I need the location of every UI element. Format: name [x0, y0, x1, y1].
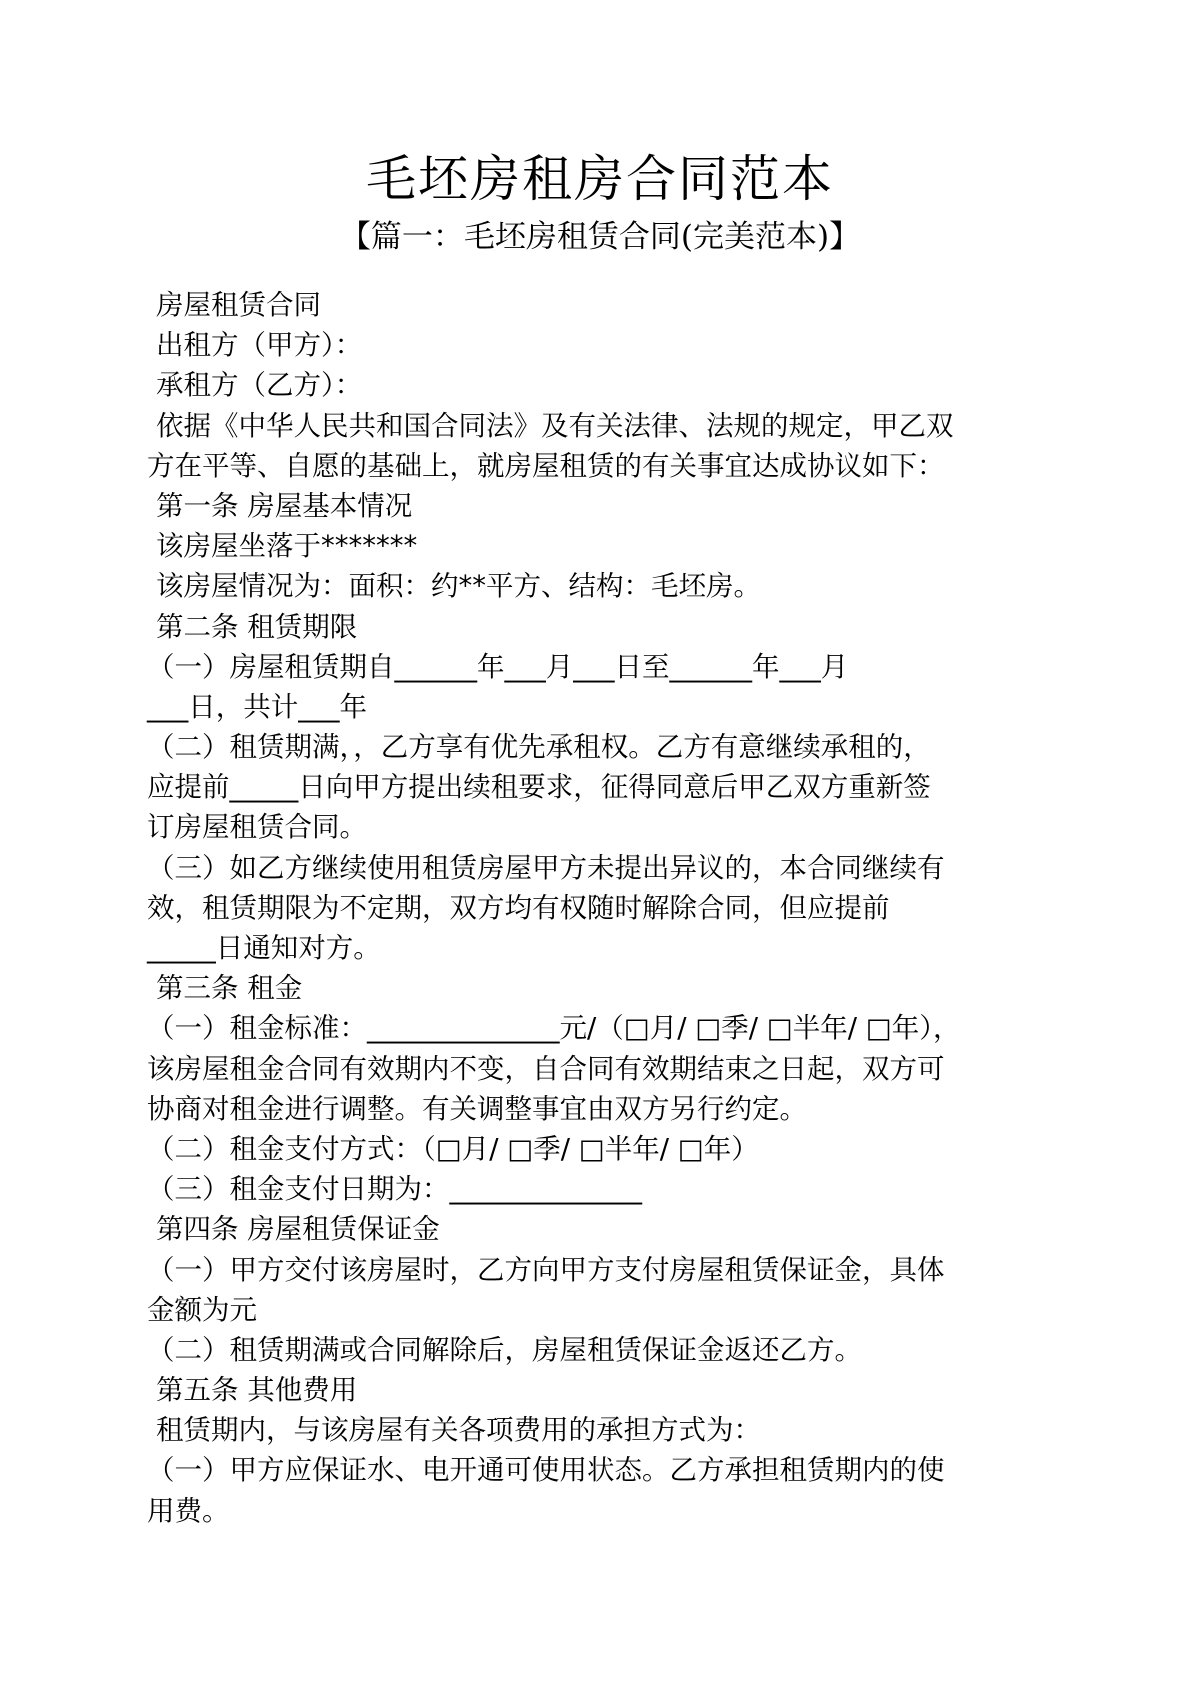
body-line: 第二条 租赁期限: [156, 610, 358, 643]
body-line: 方在平等、自愿的基础上，就房屋租赁的有关事宜达成协议如下：: [147, 449, 945, 482]
body-line: 租赁期内，与该房屋有关各项费用的承担方式为：: [156, 1414, 761, 1447]
body-line: 依据《中华人民共和国合同法》及有关法律、法规的规定，甲乙双: [156, 409, 954, 442]
body-line: 应提前_____日向甲方提出续租要求，征得同意后甲乙双方重新签: [147, 771, 931, 804]
body-line: （三）租金支付日期为：______________: [147, 1173, 642, 1206]
body-line: 订房屋租赁合同。: [147, 811, 367, 844]
body-line: （三）如乙方继续使用租赁房屋甲方未提出异议的，本合同继续有: [147, 851, 945, 884]
body-line: 该房屋坐落于*******: [156, 530, 418, 563]
body-line: 出租方（甲方）：: [156, 329, 363, 362]
body-line: 第一条 房屋基本情况: [156, 489, 413, 522]
body-line: 第三条 租金: [156, 972, 303, 1005]
body-line: （一）房屋租赁期自______年___月___日至______年___月: [147, 650, 849, 683]
body-line: 效，租赁期限为不定期，双方均有权随时解除合同，但应提前: [147, 891, 890, 924]
document-body: [147, 285, 1047, 1531]
body-line: （一）甲方交付该房屋时，乙方向甲方支付房屋租赁保证金，具体: [147, 1253, 945, 1286]
body-line: （二）租赁期满或合同解除后，房屋租赁保证金返还乙方。: [147, 1333, 862, 1366]
body-line: 该房屋情况为：面积：约**平方、结构：毛坯房。: [156, 570, 761, 603]
body-line: （一）租金标准：______________元/（□月/ □季/ □半年/ □年），: [147, 1012, 961, 1045]
body-line: 该房屋租金合同有效期内不变，自合同有效期结束之日起，双方可: [147, 1052, 945, 1085]
body-line: 金额为元: [147, 1293, 257, 1326]
body-line: 承租方（乙方）：: [156, 369, 363, 402]
body-line: （二）租赁期满，，乙方享有优先承租权。乙方有意继续承租的，: [147, 731, 931, 764]
body-line: _____日通知对方。: [147, 932, 381, 964]
body-line: （一）甲方应保证水、电开通可使用状态。乙方承担租赁期内的使: [147, 1454, 945, 1487]
body-line: ___日，共计___年: [147, 690, 367, 723]
body-line: 第四条 房屋租赁保证金: [156, 1213, 440, 1246]
body-line: 用费。: [147, 1494, 230, 1527]
body-line: （二）租金支付方式：（□月/ □季/ □半年/ □年）: [147, 1132, 759, 1165]
body-line: 第五条 其他费用: [156, 1374, 358, 1407]
document-title: 毛坯房租房合同范本: [366, 150, 834, 208]
body-line: 协商对租金进行调整。有关调整事宜由双方另行约定。: [147, 1092, 807, 1125]
document-subtitle: 【篇一：毛坯房租赁合同(完美范本)】: [339, 219, 861, 255]
body-line: 房屋租赁合同: [156, 289, 321, 321]
